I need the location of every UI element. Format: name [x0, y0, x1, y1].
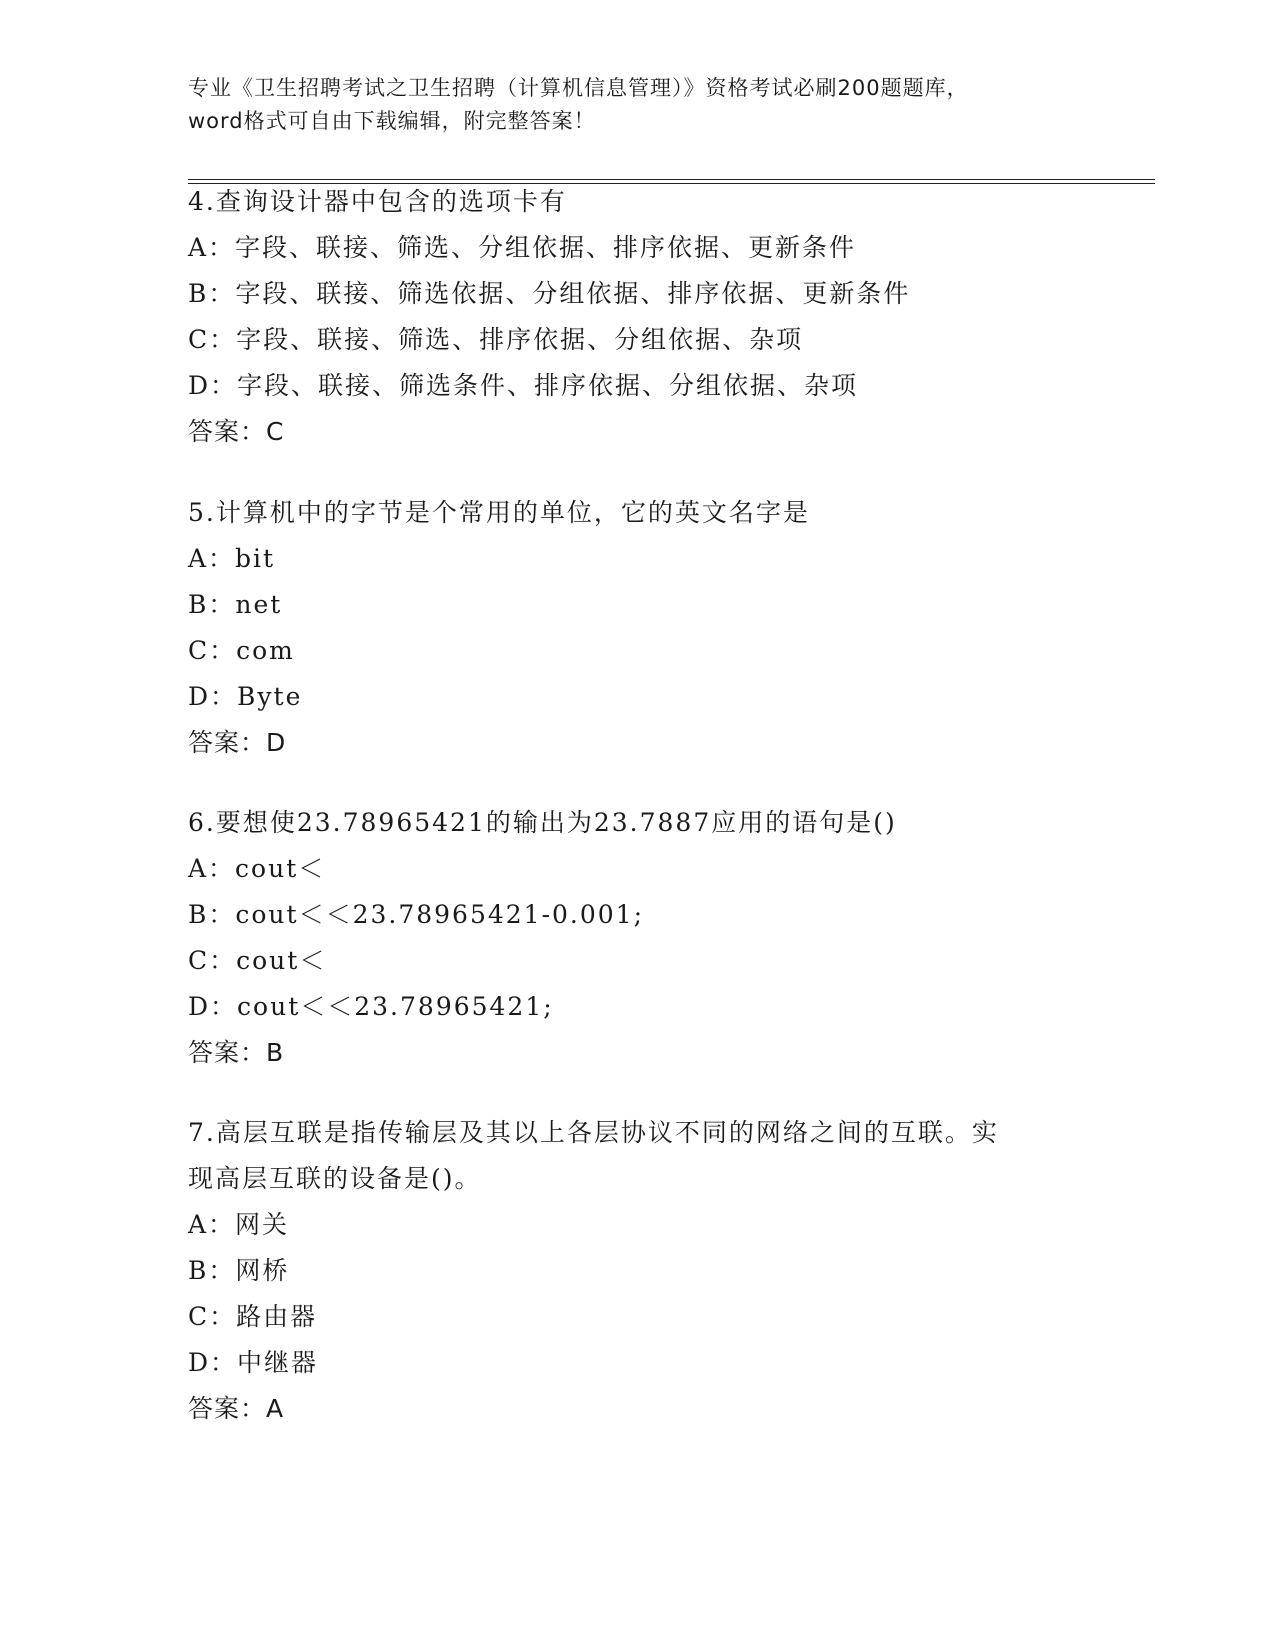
answer: 答案：D	[188, 728, 287, 757]
option-c: C：字段、联接、筛选、排序依据、分组依据、杂项	[188, 325, 804, 354]
question-stem: 6.要想使23.78965421的输出为23.7887应用的语句是()	[188, 808, 897, 837]
question-stem-line2: 现高层互联的设备是()。	[188, 1164, 482, 1193]
question-4	[188, 179, 1138, 455]
option-c: C：com	[188, 636, 295, 665]
option-d: D：中继器	[188, 1348, 319, 1377]
option-b: B：cout＜＜23.78965421-0.001;	[188, 900, 645, 929]
answer: 答案：A	[188, 1394, 285, 1423]
option-d: D：Byte	[188, 682, 303, 711]
question-7	[188, 1110, 1138, 1432]
option-b: B：网桥	[188, 1256, 290, 1285]
question-stem-line1: 7.高层互联是指传输层及其以上各层协议不同的网络之间的互联。实	[188, 1118, 999, 1147]
question-5	[188, 490, 1138, 766]
option-a: A：字段、联接、筛选、分组依据、排序依据、更新条件	[188, 233, 857, 262]
option-b: B：字段、联接、筛选依据、分组依据、排序依据、更新条件	[188, 279, 911, 308]
option-a: A：cout＜	[188, 854, 326, 883]
option-b: B：net	[188, 590, 283, 619]
header-title-line2: word格式可自由下载编辑，附完整答案！	[188, 109, 596, 133]
question-stem: 4.查询设计器中包含的选项卡有	[188, 187, 567, 216]
option-d: D：字段、联接、筛选条件、排序依据、分组依据、杂项	[188, 371, 859, 400]
question-6	[188, 800, 1138, 1076]
option-d: D：cout＜＜23.78965421;	[188, 992, 554, 1021]
option-c: C：路由器	[188, 1302, 318, 1331]
header-title-line1: 专业《卫生招聘考试之卫生招聘（计算机信息管理）》资格考试必刷200题题库，	[188, 76, 969, 100]
answer: 答案：B	[188, 1038, 285, 1067]
option-a: A：网关	[188, 1210, 290, 1239]
answer: 答案：C	[188, 417, 285, 446]
question-stem: 5.计算机中的字节是个常用的单位，它的英文名字是	[188, 498, 810, 527]
option-c: C：cout＜	[188, 946, 327, 975]
document-header	[188, 72, 1088, 138]
option-a: A：bit	[188, 544, 276, 573]
